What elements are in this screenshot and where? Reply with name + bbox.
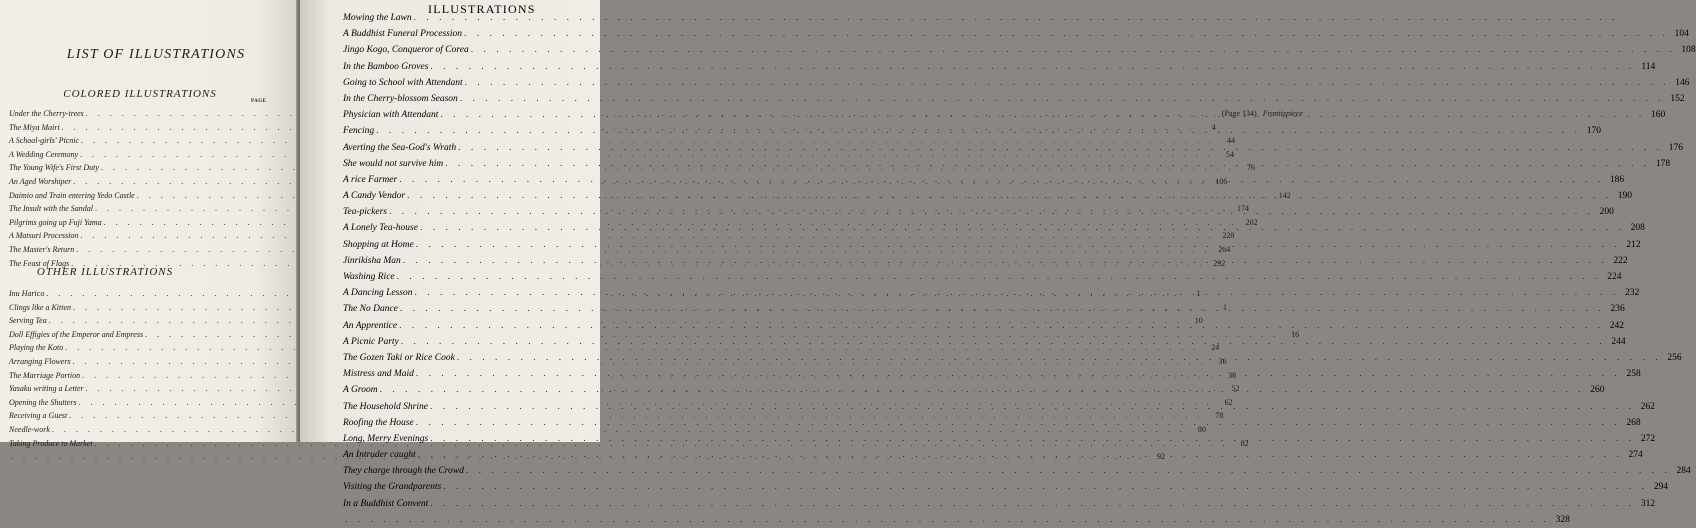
entry-note: (Page 134) bbox=[1221, 109, 1257, 118]
entry-title: Serving Tea bbox=[9, 316, 47, 326]
entry-page: 200 bbox=[1599, 207, 1614, 218]
entry-title: She would not survive him bbox=[343, 158, 444, 169]
entry-title: They charge through the Crowd bbox=[343, 466, 464, 477]
entry-page: 178 bbox=[1655, 158, 1671, 169]
entry-page: 82 bbox=[1240, 438, 1249, 448]
entry-title: Receiving a Guest bbox=[9, 411, 68, 421]
dot-leader bbox=[471, 42, 1676, 58]
entry-title: A Wedding Ceremony bbox=[9, 149, 79, 159]
entry-title: The Household Shrine bbox=[343, 401, 428, 412]
entry-title: Opening the Shutters bbox=[9, 397, 77, 407]
entry-page: 76 bbox=[1246, 163, 1255, 173]
dot-leader bbox=[445, 156, 1650, 172]
entry-page: 62 bbox=[1224, 397, 1233, 407]
entry-title: Jinrikisha Man bbox=[343, 255, 401, 266]
entry-title: A Dancing Lesson bbox=[343, 288, 413, 299]
entry-page: 186 bbox=[1609, 174, 1625, 185]
list-item bbox=[343, 42, 1696, 58]
entry-page: 1 bbox=[1196, 289, 1201, 298]
list-item bbox=[343, 123, 1602, 139]
dot-leader bbox=[415, 285, 1620, 301]
dot-leader bbox=[397, 269, 1602, 285]
list-item bbox=[343, 269, 1622, 285]
dot-leader bbox=[418, 447, 1623, 463]
entry-page: 232 bbox=[1625, 288, 1640, 299]
entry-page: Frontispiece bbox=[1262, 109, 1303, 118]
entry-title: A rice Farmer bbox=[343, 174, 398, 185]
entry-page: 24 bbox=[1211, 343, 1220, 353]
list-item bbox=[9, 148, 1235, 162]
entry-title: Fencing bbox=[343, 126, 375, 137]
entry-page: 242 bbox=[1609, 320, 1624, 331]
entry-title: Needle-work bbox=[9, 424, 50, 434]
dot-leader bbox=[457, 350, 1662, 366]
entry-title: Washing Rice bbox=[343, 272, 395, 282]
entry-title: A Lonely Tea-house bbox=[343, 223, 418, 234]
list-item bbox=[343, 26, 1689, 42]
entry-title: A School-girls' Picnic bbox=[9, 136, 79, 146]
entry-title: Clings like a Kitten bbox=[9, 302, 71, 312]
list-item bbox=[343, 91, 1685, 107]
list-item bbox=[9, 423, 1206, 437]
entry-page: 244 bbox=[1611, 336, 1626, 347]
entry-page: 104 bbox=[1674, 29, 1689, 40]
entry-page: 108 bbox=[1681, 45, 1696, 56]
running-head: ILLUSTRATIONS bbox=[428, 2, 536, 16]
dot-leader bbox=[460, 91, 1665, 107]
list-item bbox=[343, 59, 1656, 75]
entry-title: An Apprentice bbox=[343, 320, 398, 331]
list-item bbox=[343, 10, 590, 26]
dot-leader bbox=[464, 26, 1669, 42]
entry-title: The Feast of Flags bbox=[9, 258, 70, 268]
colored-illustrations-heading: COLORED ILLUSTRATIONS bbox=[63, 88, 217, 100]
entry-page: 52 bbox=[1231, 384, 1240, 394]
entry-title: Roofing the House bbox=[343, 417, 414, 428]
entry-title: Jingo Kogo, Conqueror of Corea bbox=[343, 45, 469, 56]
entry-title: Long, Merry Evenings bbox=[343, 433, 429, 444]
entry-page: 292 bbox=[1213, 258, 1226, 268]
entry-page: 38 bbox=[1228, 370, 1237, 380]
entry-title: Averting the Sea-God's Wrath bbox=[343, 142, 457, 153]
entry-title: A Picnic Party bbox=[343, 336, 399, 347]
list-item bbox=[343, 479, 1669, 495]
entry-title: Yasaku writing a Letter bbox=[9, 384, 84, 394]
entry-title: In the Cherry-blossom Season bbox=[343, 93, 458, 104]
entry-title: Going to School with Attendant bbox=[343, 77, 463, 88]
dot-leader bbox=[420, 220, 1625, 236]
entry-title: Physician with Attendant bbox=[343, 110, 439, 121]
dot-leader bbox=[458, 140, 1663, 156]
entry-title: A Matsuri Procession bbox=[9, 231, 79, 241]
dot-leader bbox=[403, 253, 1608, 269]
dot-leader bbox=[443, 479, 1648, 495]
entry-page: 208 bbox=[1630, 223, 1645, 234]
entry-title: A Candy Vendor bbox=[343, 191, 406, 202]
entry-title: An Aged Worshiper bbox=[9, 176, 72, 186]
entry-page: 262 bbox=[1640, 401, 1655, 412]
entry-page: 190 bbox=[1617, 191, 1632, 202]
dot-leader bbox=[399, 318, 1604, 334]
dot-leader bbox=[414, 10, 1619, 26]
entry-title: The Young Wife's First Duty bbox=[9, 163, 99, 173]
entry-page: 274 bbox=[1628, 450, 1643, 461]
entry-title: The Master's Return bbox=[9, 244, 75, 254]
entry-page: 222 bbox=[1613, 255, 1628, 266]
entry-page: 160 bbox=[1650, 110, 1666, 121]
entry-title: Daimio and Train entering Yedo Castle bbox=[9, 190, 135, 200]
dot-leader bbox=[430, 496, 1635, 512]
dot-leader bbox=[466, 463, 1671, 479]
entry-page: 170 bbox=[1586, 126, 1602, 137]
entry-page: 224 bbox=[1607, 272, 1622, 282]
entry-page: 284 bbox=[1676, 466, 1691, 477]
entry-title: Taking Produce to Market bbox=[9, 438, 93, 448]
dot-leader bbox=[416, 415, 1621, 431]
entry-page: 328 bbox=[1555, 514, 1570, 525]
entry-page: 294 bbox=[1653, 482, 1669, 493]
dot-leader bbox=[416, 366, 1621, 382]
entry-title: A Groom bbox=[343, 385, 378, 396]
dot-leader bbox=[345, 512, 1550, 528]
list-item bbox=[343, 463, 1691, 479]
page-title: LIST OF ILLUSTRATIONS bbox=[66, 47, 246, 62]
entry-title: In a Buddhist Convent bbox=[343, 498, 429, 509]
entry-page: 264 bbox=[1218, 244, 1231, 254]
list-item bbox=[9, 229, 1235, 243]
dot-leader bbox=[400, 301, 1605, 317]
entry-page: 80 bbox=[1197, 424, 1206, 434]
entry-page: 54 bbox=[1226, 149, 1235, 159]
entry-title: Arranging Flowers bbox=[9, 356, 71, 366]
dot-leader bbox=[399, 172, 1604, 188]
dot-leader bbox=[430, 399, 1635, 415]
entry-title: Tea-pickers bbox=[343, 207, 387, 218]
entry-page: 92 bbox=[1157, 452, 1165, 462]
entry-title: Doll Effigies of the Emperor and Empress bbox=[9, 329, 144, 339]
entry-title: Pilgrims going up Fuji Yama bbox=[9, 217, 102, 227]
entry-page: 268 bbox=[1626, 417, 1641, 428]
entry-page: 44 bbox=[1227, 136, 1235, 146]
entry-title: Playing the Koto bbox=[9, 343, 64, 353]
list-item bbox=[343, 399, 1655, 415]
entry-title: In the Bamboo Groves bbox=[343, 61, 429, 72]
entry-title: The Miya Mairi bbox=[9, 122, 60, 132]
entry-page: 10 bbox=[1194, 316, 1203, 326]
entry-page: 202 bbox=[1245, 217, 1258, 227]
dot-leader bbox=[401, 334, 1606, 350]
dot-leader bbox=[416, 237, 1621, 253]
other-illustrations-heading: OTHER ILLUSTRATIONS bbox=[36, 266, 174, 278]
entry-title: Mistress and Maid bbox=[343, 369, 414, 380]
dot-leader bbox=[430, 59, 1635, 75]
entry-page: 256 bbox=[1667, 352, 1682, 363]
entry-page: 212 bbox=[1626, 239, 1641, 250]
dot-leader bbox=[376, 123, 1581, 139]
entry-title: The No Dance bbox=[343, 304, 398, 315]
entry-title: Mowing the Lawn bbox=[343, 13, 412, 23]
entry-title: The Gozen Taki or Rice Cook bbox=[343, 352, 455, 363]
entry-page: 16 bbox=[1291, 329, 1300, 339]
dot-leader bbox=[380, 382, 1585, 398]
entry-page: 272 bbox=[1640, 433, 1656, 444]
entry-page: 1 bbox=[1223, 302, 1227, 312]
list-item bbox=[343, 512, 1570, 528]
dot-leader bbox=[440, 107, 1645, 123]
list-item bbox=[343, 496, 1656, 512]
dot-leader bbox=[407, 188, 1612, 204]
entry-page: 258 bbox=[1626, 369, 1641, 380]
list-item bbox=[343, 301, 1625, 317]
list-item bbox=[343, 285, 1640, 301]
entry-page: 260 bbox=[1590, 385, 1605, 396]
entry-title: The Insult with the Sandal bbox=[9, 204, 93, 214]
entry-title: The Marriage Portion bbox=[9, 370, 81, 380]
entry-page: 228 bbox=[1222, 231, 1235, 241]
entry-page: 106 bbox=[1215, 176, 1228, 186]
dot-leader bbox=[430, 431, 1635, 447]
entry-page: 36 bbox=[1218, 356, 1227, 366]
entry-page: 142 bbox=[1278, 190, 1291, 200]
entry-page: 114 bbox=[1641, 61, 1656, 72]
entry-page: 236 bbox=[1610, 304, 1625, 315]
entry-page: 146 bbox=[1675, 77, 1690, 88]
dot-leader bbox=[465, 75, 1670, 91]
entry-title: An Intruder caught bbox=[343, 450, 416, 461]
entry-page: 78 bbox=[1215, 411, 1224, 421]
page-column-label: PAGE bbox=[251, 99, 267, 104]
entry-page: 152 bbox=[1670, 93, 1685, 104]
entry-title: Inu Harico bbox=[9, 289, 45, 298]
entry-title: Shopping at Home bbox=[343, 239, 414, 250]
entry-title: Under the Cherry-trees bbox=[9, 109, 84, 118]
entry-page: 312 bbox=[1640, 498, 1656, 509]
list-item bbox=[343, 75, 1690, 91]
entry-page: 176 bbox=[1668, 142, 1683, 153]
entry-title: Visiting the Grandparents bbox=[343, 482, 442, 493]
entry-page: 4 bbox=[1211, 122, 1216, 132]
entry-page: 174 bbox=[1237, 204, 1249, 214]
entry-title: A Buddhist Funeral Procession bbox=[343, 29, 463, 40]
dot-leader bbox=[389, 204, 1594, 220]
